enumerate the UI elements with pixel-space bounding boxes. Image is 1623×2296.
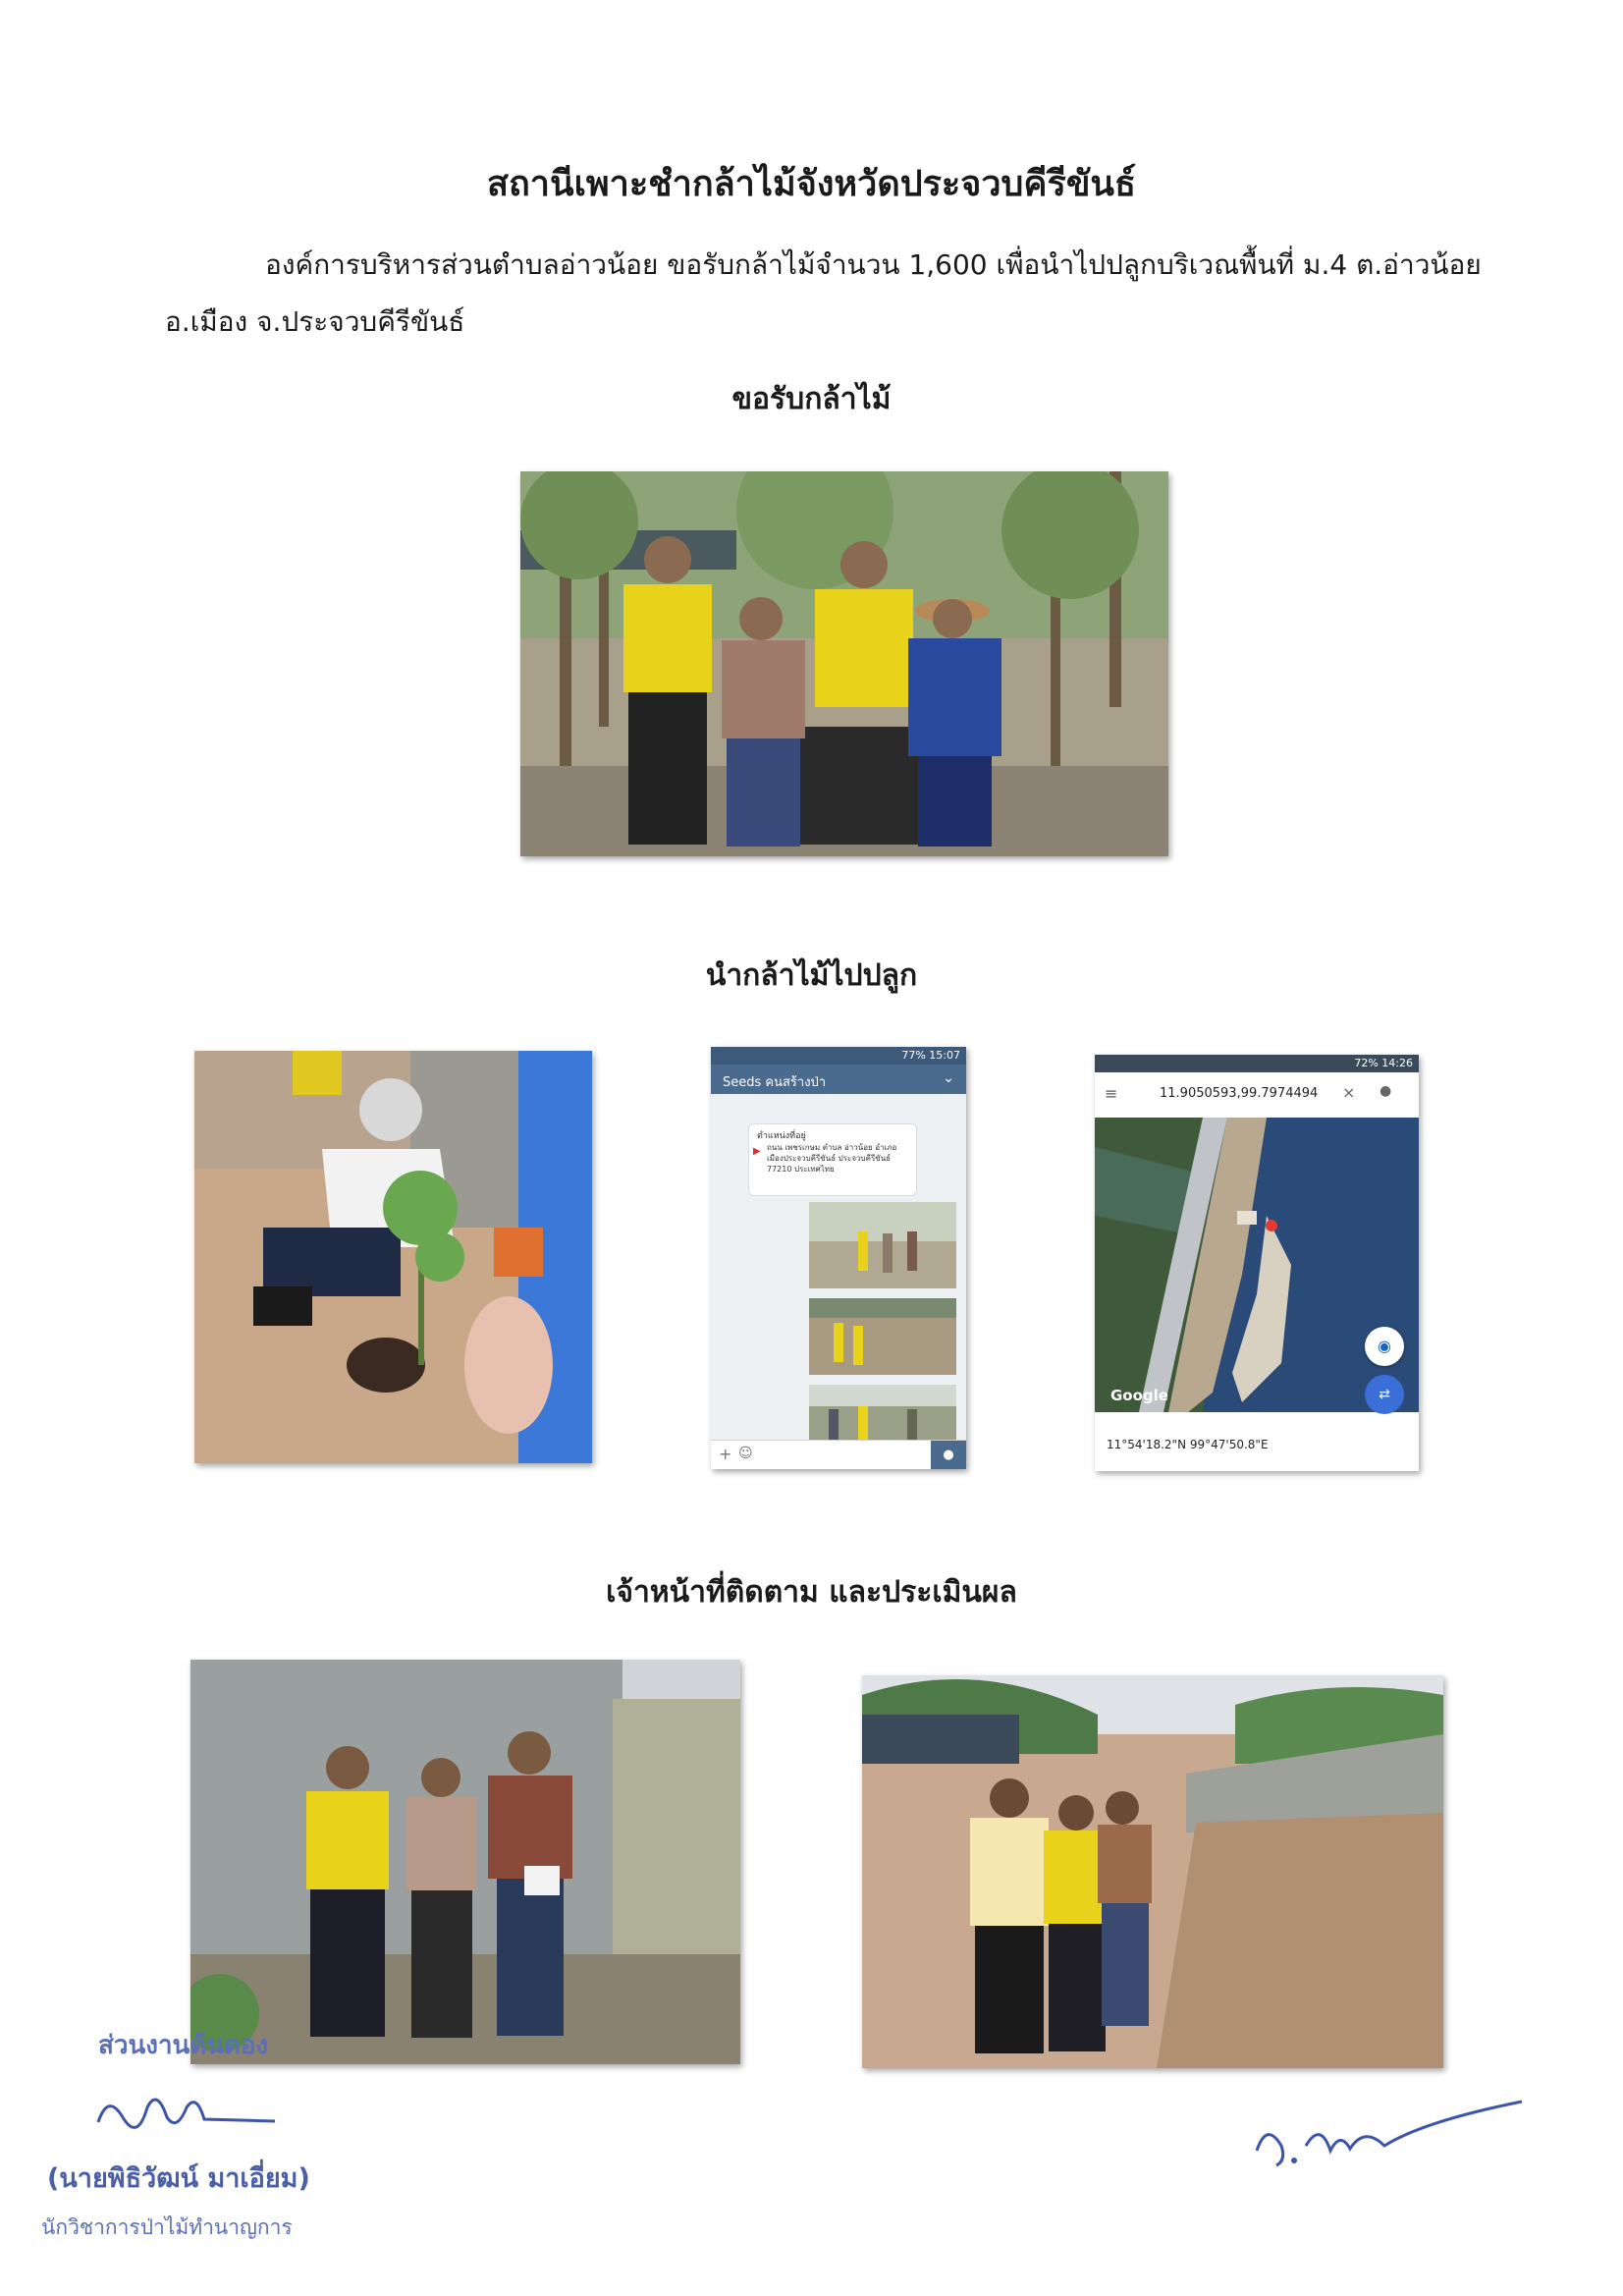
satellite-map[interactable] (1095, 1118, 1419, 1412)
paragraph-line-2: อ.เมือง จ.ประจวบคีรีขันธ์ (165, 305, 465, 338)
location-pin-icon: ▶ (753, 1146, 761, 1157)
location-text: ถนน เพชรเกษม ตำบล อ่าวน้อย อำเภอเมืองประจวบคีรีขันธ์ ประจวบคีรีขันธ์ 77210 ประเทศไทย (767, 1143, 897, 1174)
location-message-bubble (748, 1123, 917, 1196)
section-heading-request: ขอรับกล้าไม้ (731, 382, 892, 416)
map-status-bar (1095, 1055, 1419, 1072)
photo-planting-seedling (194, 1051, 592, 1463)
chat-screenshot (711, 1047, 966, 1469)
photo-site-inspection (862, 1675, 1443, 2068)
add-icon[interactable]: + (719, 1445, 732, 1463)
page-title: สถานีเพาะชำกล้าไม้จังหวัดประจวบคีรีขันธ์ (486, 164, 1137, 204)
microphone-icon[interactable]: ● (1380, 1083, 1392, 1099)
map-screenshot (1095, 1055, 1419, 1471)
signature-unit-stamp: ส่วนงานต้นตอง (98, 2031, 269, 2060)
microphone-icon[interactable]: ● (931, 1441, 966, 1469)
chat-header-title: Seeds คนสร้างป่า (723, 1075, 827, 1090)
chat-input-bar[interactable] (711, 1440, 966, 1469)
left-signature-scribble (88, 2078, 285, 2147)
map-search-value[interactable]: 11.9050593,99.7974494 (1160, 1086, 1319, 1101)
close-icon[interactable]: × (1342, 1083, 1356, 1102)
chevron-down-icon[interactable]: ⌄ (943, 1070, 954, 1086)
chat-image-2[interactable] (809, 1298, 956, 1375)
chat-header (711, 1065, 966, 1094)
google-logo: Google (1110, 1387, 1168, 1404)
chat-status-text: 77% 15:07 (901, 1049, 960, 1062)
map-status-text: 72% 14:26 (1354, 1057, 1413, 1069)
paragraph-line-1: องค์การบริหารส่วนตำบลอ่าวน้อย ขอรับกล้าไม้จำนวน 1,600 เพื่อนำไปปลูกบริเวณพื้นที่ ม.4 ต.อ่าวน้อย (265, 248, 1482, 281)
map-coordinates: 11°54'18.2"N 99°47'50.8"E (1107, 1438, 1269, 1451)
chat-image-1[interactable] (809, 1202, 956, 1288)
my-location-icon[interactable]: ◉ (1365, 1327, 1404, 1366)
menu-icon[interactable]: ≡ (1105, 1084, 1118, 1103)
section-heading-followup: เจ้าหน้าที่ติดตาม และประเมินผล (606, 1575, 1017, 1610)
signatory-position: นักวิชาการป่าไม้ทำนาญการ (41, 2215, 293, 2239)
map-search-bar[interactable] (1095, 1072, 1419, 1118)
right-signature-scribble (1237, 2092, 1532, 2190)
location-label: ตำแหน่งที่อยู่ (757, 1131, 806, 1141)
photo-officials-at-wall (190, 1660, 740, 2064)
directions-icon[interactable]: ⇄ (1365, 1375, 1404, 1414)
section-heading-planting: นำกล้าไม้ไปปลูก (705, 958, 918, 993)
signatory-name: (นายพิธิวัฒน์ มาเอี่ยม) (47, 2163, 310, 2194)
emoji-icon[interactable]: ☺ (738, 1446, 753, 1461)
chat-status-bar (711, 1047, 966, 1065)
photo-seedling-handover (520, 471, 1168, 856)
